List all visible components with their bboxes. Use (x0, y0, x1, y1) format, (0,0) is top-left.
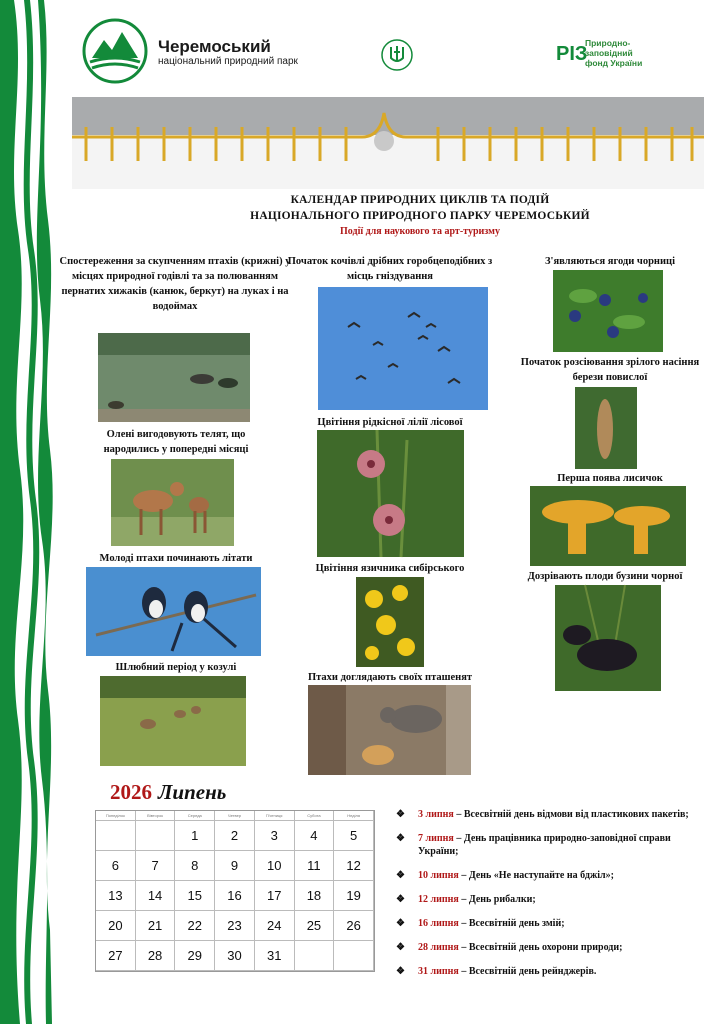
caption-birds-nestlings: Птахи доглядають своїх пташенят (307, 672, 473, 683)
event-text: – День рибалки; (458, 894, 536, 905)
calendar-cell (96, 821, 136, 851)
photo-forest-lily (317, 430, 464, 557)
calendar-cell: 22 (175, 911, 215, 941)
bullet-diamond-icon: ❖ (396, 966, 405, 977)
event-text: – Всесвітній день відмови від пластикових пакетів; (453, 809, 689, 820)
calendar-cell (295, 941, 335, 971)
fund-text: Природно- заповідний фонд України (585, 38, 643, 68)
calendar-cell (136, 821, 176, 851)
calendar-cell: 29 (175, 941, 215, 971)
calendar-grid (95, 810, 375, 972)
calendar-cell: 9 (215, 851, 255, 881)
fund-logo-icon (556, 36, 588, 68)
page-title-line1: КАЛЕНДАР ПРИРОДНИХ ЦИКЛІВ ТА ПОДІЙ (290, 194, 550, 206)
event-text: – День «Не наступайте на бджіл»; (458, 870, 614, 881)
caption-birch-seeds: Початок розсіювання зрілого насіння берези повислої (520, 357, 700, 383)
photo-deer (111, 459, 234, 546)
calendar-cell: 19 (334, 881, 374, 911)
calendar-cell: 24 (255, 911, 295, 941)
caption-chanterelles: Перша поява лисичок (557, 473, 663, 484)
calendar-cell: 13 (96, 881, 136, 911)
photo-roe-deer (100, 676, 246, 766)
park-logo-icon (82, 18, 148, 84)
calendar-cell: 21 (136, 911, 176, 941)
calendar-cell: 11 (295, 851, 335, 881)
day-name: Четвер (215, 811, 255, 821)
calendar-cell: 18 (295, 881, 335, 911)
caption-blueberries: З'являються ягоди чорниці (544, 256, 675, 267)
photo-blueberries (553, 270, 663, 352)
photo-bird-nest (308, 685, 471, 775)
calendar-cell: 25 (295, 911, 335, 941)
event-item (396, 941, 696, 954)
calendar-cell: 1 (175, 821, 215, 851)
event-date: 31 липня (418, 966, 459, 977)
calendar-cell: 3 (255, 821, 295, 851)
caption-roe-deer: Шлюбний період у козулі (115, 662, 237, 673)
calendar-cell: 6 (96, 851, 136, 881)
day-name: Середа (175, 811, 215, 821)
calendar-cell: 4 (295, 821, 335, 851)
decorative-wave-border (0, 0, 60, 1024)
trident-emblem-icon (380, 38, 414, 72)
calendar-binder-graphic (72, 97, 704, 189)
caption-sparrows-migration: Початок кочівлі дрібних горобцеподібних з місць гніздування (287, 256, 493, 282)
caption-elderberry: Дозрівають плоди бузини чорної (527, 571, 683, 582)
bullet-diamond-icon: ❖ (396, 894, 405, 905)
event-item (396, 965, 696, 978)
caption-young-birds: Молоді птахи починають літати (99, 553, 253, 564)
fund-logo-letters: РІЗ (556, 43, 588, 65)
calendar-year: 2026 (110, 780, 152, 804)
bullet-diamond-icon: ❖ (396, 870, 405, 881)
event-text: – Всесвітній день змій; (458, 918, 565, 929)
calendar-cell: 12 (334, 851, 374, 881)
calendar-cell: 5 (334, 821, 374, 851)
event-date: 28 липня (418, 942, 459, 953)
calendar-cell: 26 (334, 911, 374, 941)
events-list (396, 808, 696, 989)
caption-deer-calves: Олені вигодовують телят, що народились у попередні місяці (103, 429, 249, 455)
event-item (396, 893, 696, 906)
calendar-cell: 17 (255, 881, 295, 911)
event-date: 16 липня (418, 918, 459, 929)
park-name: Черемоський (158, 37, 271, 56)
calendar-cell: 20 (96, 911, 136, 941)
page-subtitle: Події для наукового та арт-туризму (340, 226, 500, 237)
event-text: – Всесвітній день рейнджерів. (458, 966, 597, 977)
caption-birds-feeding: Спостереження за скупченням птахів (крижні) у місцях природної годівлі та за полюванням пернатих хижаків (канюк, беркут) на луках і на водоймах (59, 256, 291, 312)
calendar-cell: 28 (136, 941, 176, 971)
bullet-diamond-icon: ❖ (396, 833, 405, 844)
calendar-cell: 23 (215, 911, 255, 941)
event-text: – День працівника природно-заповідної справи України; (418, 833, 671, 857)
calendar-cell: 31 (255, 941, 295, 971)
park-subtitle: національний природний парк (158, 56, 298, 67)
calendar-cell: 16 (215, 881, 255, 911)
calendar-heading (110, 780, 226, 805)
day-name: П'ятниця (255, 811, 295, 821)
day-name: Субота (295, 811, 335, 821)
calendar-cell: 10 (255, 851, 295, 881)
photo-elderberry (555, 585, 661, 691)
day-name: Понеділок (96, 811, 136, 821)
event-date: 12 липня (418, 894, 459, 905)
calendar-cell: 27 (96, 941, 136, 971)
event-item (396, 808, 696, 821)
calendar-cell: 30 (215, 941, 255, 971)
event-text: – Всесвітній день охорони природи; (458, 942, 623, 953)
event-item (396, 869, 696, 882)
photo-yellow-flowers (356, 577, 424, 667)
event-item (396, 917, 696, 930)
calendar-cell: 15 (175, 881, 215, 911)
page-title-line2: НАЦІОНАЛЬНОГО ПРИРОДНОГО ПАРКУ ЧЕРЕМОСЬКИЙ (250, 210, 590, 222)
calendar-cell: 14 (136, 881, 176, 911)
caption-lily-bloom: Цвітіння рідкісної лілії лісової (317, 417, 463, 428)
calendar-month: Липень (158, 780, 227, 804)
photo-flock-sky (318, 287, 488, 410)
calendar-cell: 7 (136, 851, 176, 881)
bullet-diamond-icon: ❖ (396, 809, 405, 820)
photo-ducks (98, 333, 250, 422)
day-name: Вівторок (136, 811, 176, 821)
event-item (396, 832, 696, 858)
photo-chanterelles (530, 486, 686, 566)
calendar-cell: 2 (215, 821, 255, 851)
photo-birch-catkin (575, 387, 637, 469)
event-date: 7 липня (418, 833, 454, 844)
day-name: Неділя (334, 811, 374, 821)
calendar-cell (334, 941, 374, 971)
bullet-diamond-icon: ❖ (396, 942, 405, 953)
photo-swallows (86, 567, 261, 656)
event-date: 3 липня (418, 809, 454, 820)
calendar-cell: 8 (175, 851, 215, 881)
bullet-diamond-icon: ❖ (396, 918, 405, 929)
event-date: 10 липня (418, 870, 459, 881)
caption-ligularia-bloom: Цвітіння язичника сибірського (315, 563, 465, 574)
